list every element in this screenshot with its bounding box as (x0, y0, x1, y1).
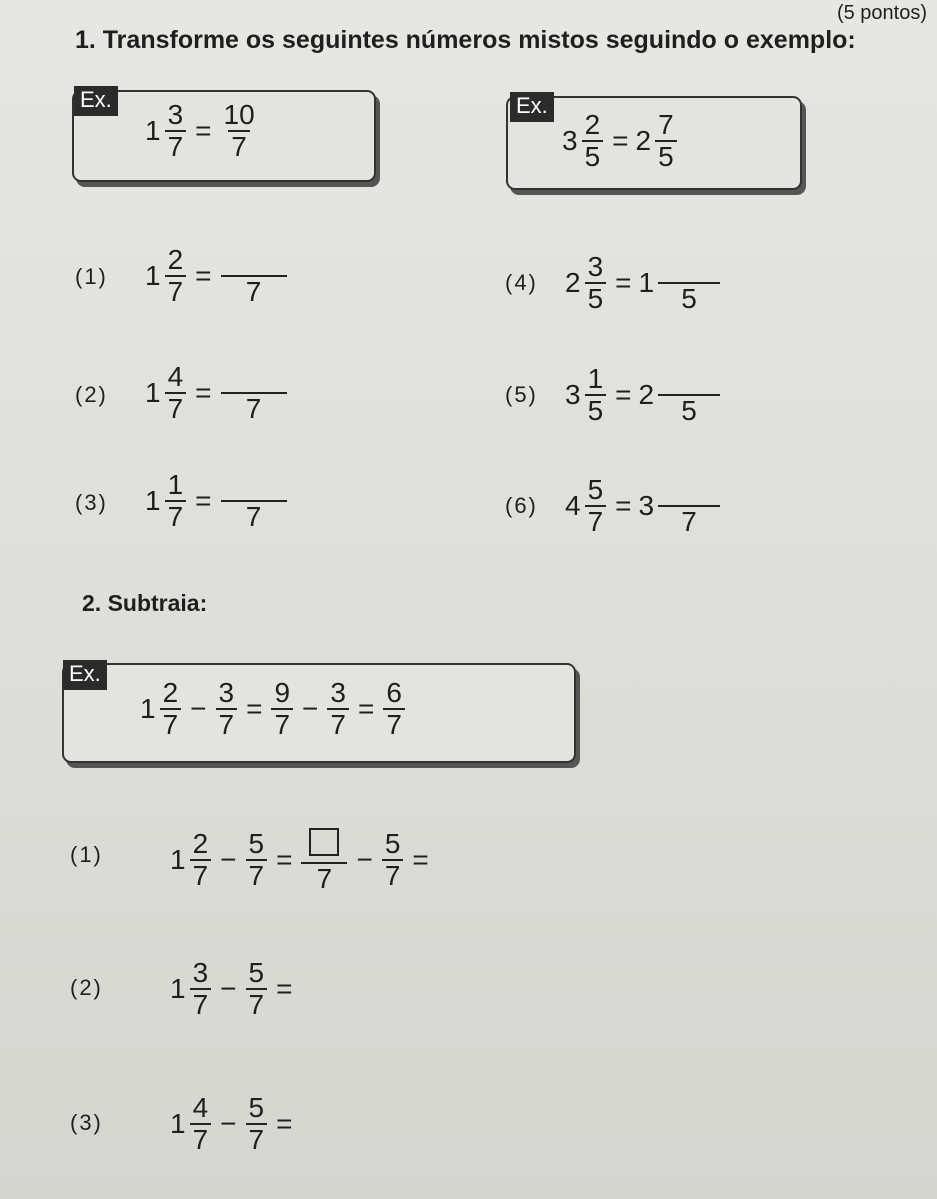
fraction (165, 245, 187, 307)
q2-example-expression (140, 678, 407, 740)
fraction (383, 678, 405, 740)
equals-sign: = (276, 973, 293, 1004)
denominator: 7 (216, 708, 238, 740)
answer-fraction[interactable] (658, 475, 720, 537)
fraction (216, 678, 238, 740)
numerator: 3 (192, 957, 209, 988)
fraction (655, 110, 677, 172)
q2-item-1 (170, 825, 436, 894)
answer-fraction[interactable] (658, 252, 720, 314)
whole-number: 2 (635, 125, 652, 156)
example-tag: Ex. (510, 92, 554, 122)
answer-numerator-blank[interactable] (229, 470, 279, 500)
numerator: 3 (218, 677, 235, 708)
points-label: (5 pontos) (836, 2, 927, 24)
answer-numerator-blank[interactable] (664, 475, 714, 505)
denominator: 7 (190, 988, 212, 1020)
numerator: 6 (386, 677, 402, 708)
equals-sign: = (615, 379, 632, 410)
answer-numerator-blank[interactable] (229, 245, 279, 275)
denominator: 5 (582, 140, 604, 172)
numerator: 4 (192, 1092, 209, 1123)
example-2-expression (562, 110, 679, 172)
denominator: 5 (585, 282, 607, 314)
q1-item-6 (565, 475, 722, 537)
q1-item-1 (145, 245, 289, 307)
numerator: 3 (330, 677, 346, 708)
denominator: 7 (271, 708, 293, 740)
fraction (585, 475, 607, 537)
question-1-title: 1. Transforme os seguintes números mistos seguindo o exemplo: (75, 26, 856, 54)
numerator: 5 (248, 1092, 265, 1123)
item-label: (1) (75, 264, 108, 289)
example-tag: Ex. (63, 660, 107, 690)
equals-sign: = (195, 485, 212, 516)
denominator: 7 (327, 708, 349, 740)
denominator: 7 (165, 275, 187, 307)
whole-number: 1 (140, 693, 156, 724)
answer-numerator-blank[interactable] (664, 364, 714, 394)
denominator: 7 (382, 859, 404, 891)
answer-numerator-blank[interactable] (229, 362, 279, 392)
q1-item-2 (145, 362, 289, 424)
numerator: 2 (584, 109, 601, 140)
answer-square[interactable] (309, 828, 339, 856)
minus-sign: − (220, 843, 237, 875)
numerator: 7 (658, 109, 674, 140)
numerator: 5 (248, 957, 265, 988)
minus-sign: − (190, 693, 207, 724)
answer-box[interactable] (301, 825, 347, 862)
whole-number: 1 (145, 485, 161, 516)
minus-sign: − (302, 693, 319, 724)
minus-sign: − (356, 843, 373, 875)
numerator: 3 (587, 251, 604, 282)
whole-number: 1 (170, 843, 186, 875)
denominator: 7 (246, 859, 268, 891)
fraction (246, 1093, 268, 1155)
denominator: 5 (658, 282, 720, 314)
numerator: 2 (167, 244, 184, 275)
fraction (165, 362, 187, 424)
numerator: 2 (162, 677, 179, 708)
item-label: (6) (505, 493, 538, 518)
fraction (165, 470, 187, 532)
denominator: 5 (658, 394, 720, 426)
item-label: (2) (70, 975, 103, 1000)
item-label: (4) (505, 270, 538, 295)
fraction (160, 678, 182, 740)
numerator: 3 (167, 99, 184, 130)
minus-sign: − (220, 1108, 237, 1139)
equals-sign: = (612, 125, 629, 156)
fraction (165, 100, 187, 162)
equals-sign: = (195, 377, 212, 408)
minus-sign: − (220, 973, 237, 1004)
item-label: (3) (75, 490, 108, 515)
numerator: 1 (587, 363, 604, 394)
whole-number: 1 (145, 115, 161, 146)
denominator: 7 (658, 505, 720, 537)
fraction (246, 958, 268, 1020)
denominator: 5 (655, 140, 677, 172)
denominator: 7 (301, 862, 347, 894)
fraction (582, 110, 604, 172)
denominator: 7 (246, 1123, 268, 1155)
item-label: (2) (75, 382, 108, 407)
fraction (585, 252, 607, 314)
fraction (382, 829, 404, 891)
denominator: 7 (228, 130, 250, 162)
equals-sign: = (357, 693, 375, 724)
equals-sign: = (195, 115, 212, 146)
equals-sign: = (615, 267, 632, 298)
item-label: (5) (505, 382, 538, 407)
denominator: 7 (165, 392, 187, 424)
item-label: (3) (70, 1110, 103, 1135)
whole-number: 3 (562, 125, 578, 156)
fraction (271, 678, 293, 740)
numerator: 4 (167, 361, 184, 392)
denominator: 7 (190, 1123, 212, 1155)
q2-item-2 (170, 958, 299, 1020)
denominator: 5 (585, 394, 607, 426)
question-2-title: 2. Subtraia: (82, 590, 208, 616)
denominator: 7 (383, 708, 405, 740)
numerator: 1 (167, 469, 184, 500)
fraction (246, 829, 268, 891)
whole-number: 3 (565, 379, 581, 410)
q1-item-3 (145, 470, 289, 532)
numerator: 5 (384, 827, 401, 859)
equals-sign: = (615, 490, 632, 521)
whole-number: 1 (170, 1108, 186, 1139)
equals-sign: = (246, 693, 263, 724)
numerator: 10 (223, 99, 255, 130)
example-1-expression (145, 100, 260, 162)
denominator: 7 (160, 708, 182, 740)
fraction (327, 678, 349, 740)
answer-numerator-blank[interactable] (664, 252, 714, 282)
fraction (190, 958, 212, 1020)
answer-fraction[interactable] (658, 364, 720, 426)
denominator: 7 (246, 988, 268, 1020)
whole-number: 1 (145, 260, 161, 291)
answer-fraction[interactable] (221, 245, 287, 307)
q1-item-4 (565, 252, 722, 314)
answer-fraction[interactable] (221, 362, 287, 424)
denominator: 7 (165, 130, 187, 162)
denominator: 7 (165, 500, 187, 532)
fraction (221, 100, 258, 162)
denominator: 7 (221, 275, 287, 307)
whole-number: 2 (565, 267, 581, 298)
equals-sign: = (276, 1108, 293, 1139)
equals-sign: = (195, 260, 212, 291)
whole-number: 4 (565, 490, 581, 521)
item-label: (1) (70, 842, 103, 867)
numerator: 5 (248, 827, 265, 859)
q2-item-3 (170, 1093, 299, 1155)
whole-number: 2 (638, 379, 655, 410)
equals-sign: = (412, 843, 429, 875)
q1-item-5 (565, 364, 722, 426)
whole-number: 1 (170, 973, 186, 1004)
equals-sign: = (276, 843, 293, 875)
answer-fraction[interactable] (301, 825, 347, 894)
numerator: 9 (274, 677, 291, 708)
fraction (190, 829, 212, 891)
answer-fraction[interactable] (221, 470, 287, 532)
numerator: 5 (587, 474, 604, 505)
fraction (190, 1093, 212, 1155)
denominator: 7 (221, 500, 287, 532)
whole-number: 1 (638, 267, 655, 298)
whole-number: 3 (638, 490, 655, 521)
example-tag: Ex. (74, 86, 118, 116)
denominator: 7 (221, 392, 287, 424)
whole-number: 1 (145, 377, 161, 408)
denominator: 7 (190, 859, 212, 891)
denominator: 7 (585, 505, 607, 537)
numerator: 2 (192, 827, 209, 859)
fraction (585, 364, 607, 426)
